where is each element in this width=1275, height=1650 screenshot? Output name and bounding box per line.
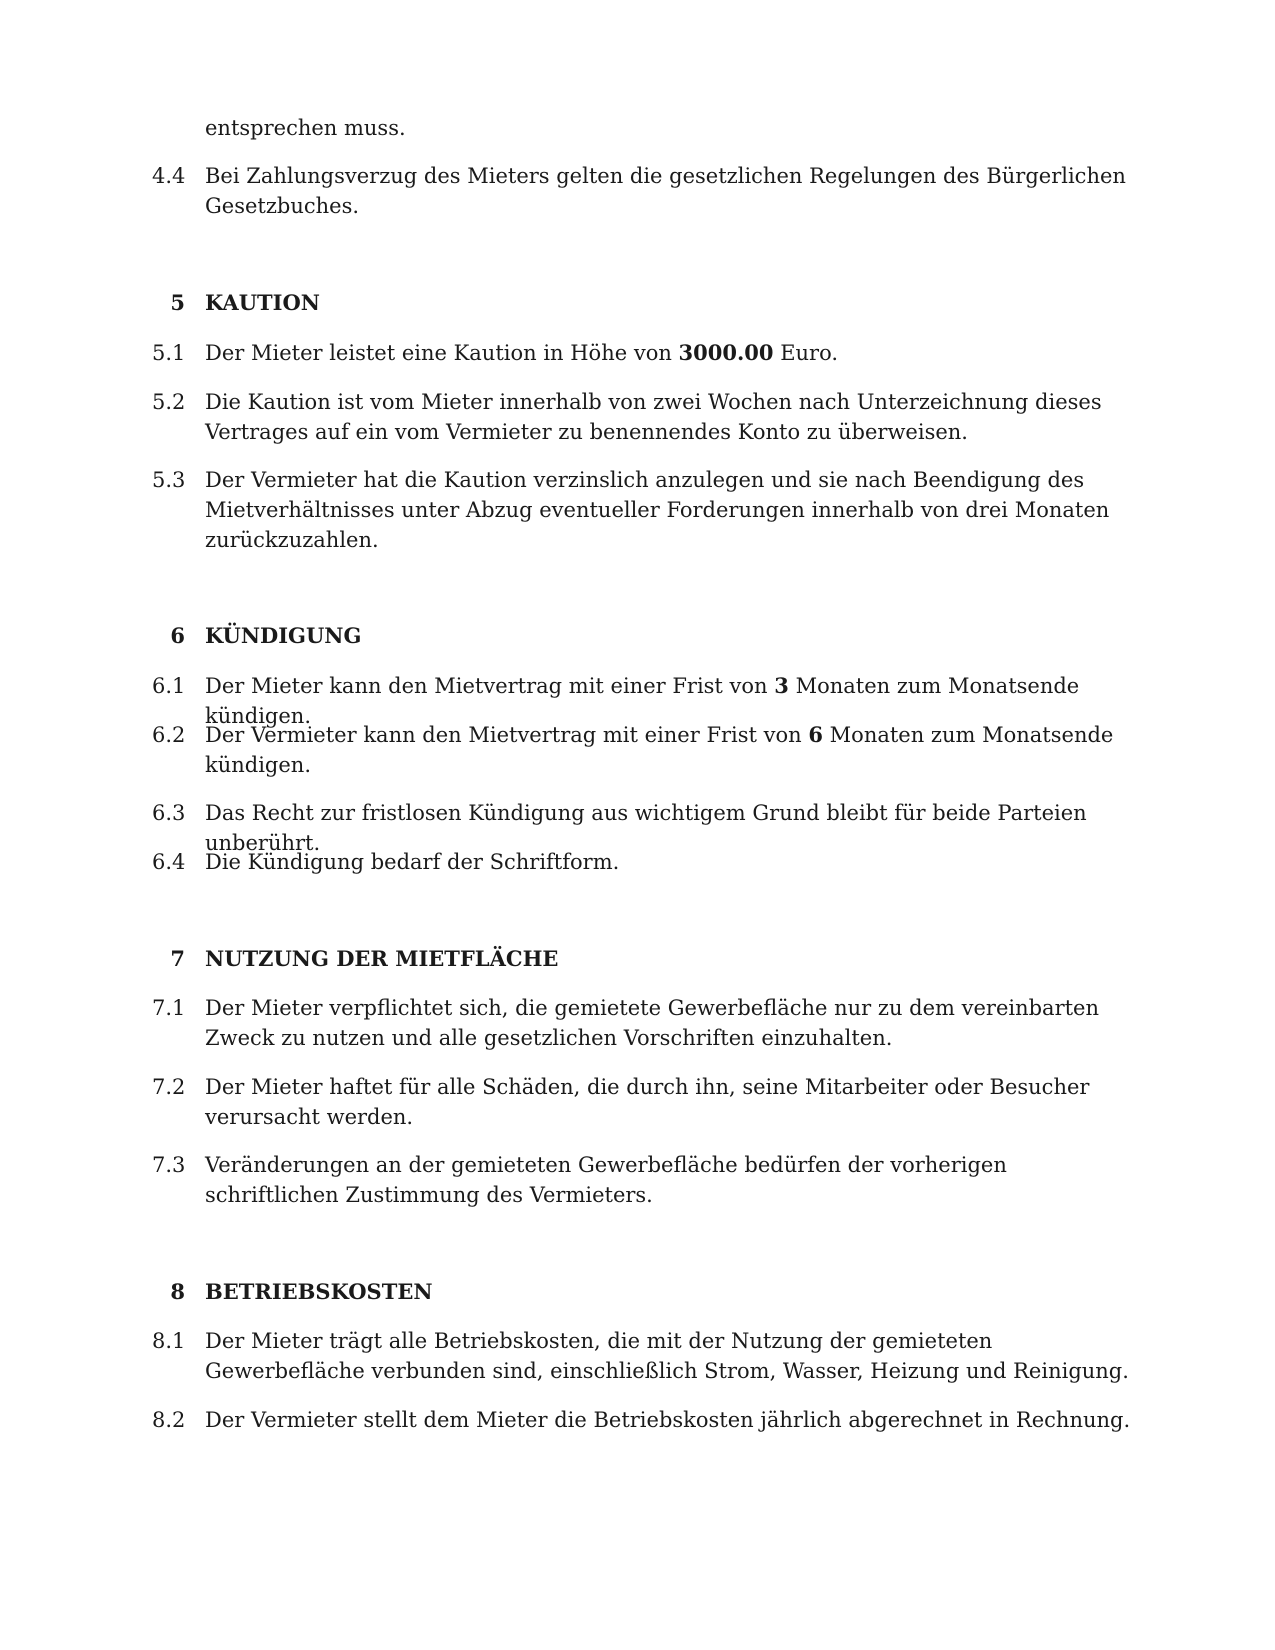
- clause-text-before: Der Mieter leistet eine Kaution in Höhe von: [205, 341, 679, 365]
- section-title: NUTZUNG DER MIETFLÄCHE: [205, 946, 559, 971]
- clause-number: 8.1: [152, 1329, 186, 1353]
- clause-number: 8.2: [152, 1408, 186, 1432]
- clause-text: Die Kaution ist vom Mieter innerhalb von zwei Wochen nach Unterzeichnung dieses Vertrages auf ein vom Vermieter zu benennendes Konto zu überweisen.: [205, 390, 1102, 444]
- clause-number: 6.1: [152, 674, 186, 698]
- clause-text: Bei Zahlungsverzug des Mieters gelten die gesetzlichen Regelungen des Bürgerlichen Gesetzbuches.: [205, 164, 1126, 218]
- clause-text: Der Vermieter hat die Kaution verzinslich anzulegen und sie nach Beendigung des Mietverhältnisses unter Abzug eventueller Forderungen innerhalb von drei Monaten zurückzuzahlen.: [205, 468, 1110, 552]
- clause-text: Der Vermieter stellt dem Mieter die Betriebskosten jährlich abgerechnet in Rechnung.: [205, 1408, 1131, 1432]
- clause-text: Der Mieter verpflichtet sich, die gemietete Gewerbefläche nur zu dem vereinbarten Zweck zu nutzen und alle gesetzlichen Vorschriften einzuhalten.: [205, 996, 1100, 1050]
- clause-number: 5.3: [152, 468, 186, 492]
- clause-number: 6.3: [152, 801, 186, 825]
- clause-text: Der Mieter haftet für alle Schäden, die durch ihn, seine Mitarbeiter oder Besucher verursacht werden.: [205, 1075, 1090, 1129]
- notice-months-landlord: 6: [808, 722, 823, 747]
- section-title: KÜNDIGUNG: [205, 623, 362, 648]
- clause-text-after: Monaten zum Monatsende kündigen.: [205, 723, 1114, 777]
- clause-number: 7.3: [152, 1153, 186, 1177]
- clause-text-before: Der Vermieter kann den Mietvertrag mit einer Frist von: [205, 723, 809, 747]
- section-number: 6: [170, 623, 185, 648]
- section-number: 7: [170, 946, 185, 971]
- section-title: KAUTION: [205, 290, 320, 315]
- clause-number: 6.4: [152, 850, 186, 874]
- deposit-amount: 3000.00: [678, 340, 774, 365]
- section-title: BETRIEBSKOSTEN: [205, 1279, 433, 1304]
- section-number: 5: [170, 290, 185, 315]
- clause-text: Die Kündigung bedarf der Schriftform.: [205, 850, 620, 874]
- clause-text: [205, 338, 1135, 368]
- clause-number: 7.2: [152, 1075, 186, 1099]
- clause-text-after: Monaten zum Monatsende kündigen.: [205, 674, 1080, 728]
- clause-text-after: Euro.: [773, 341, 839, 365]
- clause-number: 7.1: [152, 996, 186, 1020]
- clause-text-before: Der Mieter kann den Mietvertrag mit einer Frist von: [205, 674, 775, 698]
- notice-months-tenant: 3: [774, 673, 789, 698]
- clause-number: 5.1: [152, 341, 186, 365]
- clause-number: 5.2: [152, 390, 186, 414]
- clause-number: 4.4: [152, 164, 186, 188]
- section-number: 8: [170, 1279, 185, 1304]
- clause-text: Veränderungen an der gemieteten Gewerbefläche bedürfen der vorherigen schriftlichen Zustimmung des Vermieters.: [205, 1153, 1007, 1207]
- clause-text: Das Recht zur fristlosen Kündigung aus wichtigem Grund bleibt für beide Parteien unberührt.: [205, 801, 1087, 855]
- clause-text: [205, 720, 1135, 780]
- clause-number: 6.2: [152, 723, 186, 747]
- clause-text: Der Mieter trägt alle Betriebskosten, die mit der Nutzung der gemieteten Gewerbefläche verbunden sind, einschließlich Strom, Wasser, Heizung und Reinigung.: [205, 1329, 1129, 1383]
- clause-text: entsprechen muss.: [205, 116, 406, 140]
